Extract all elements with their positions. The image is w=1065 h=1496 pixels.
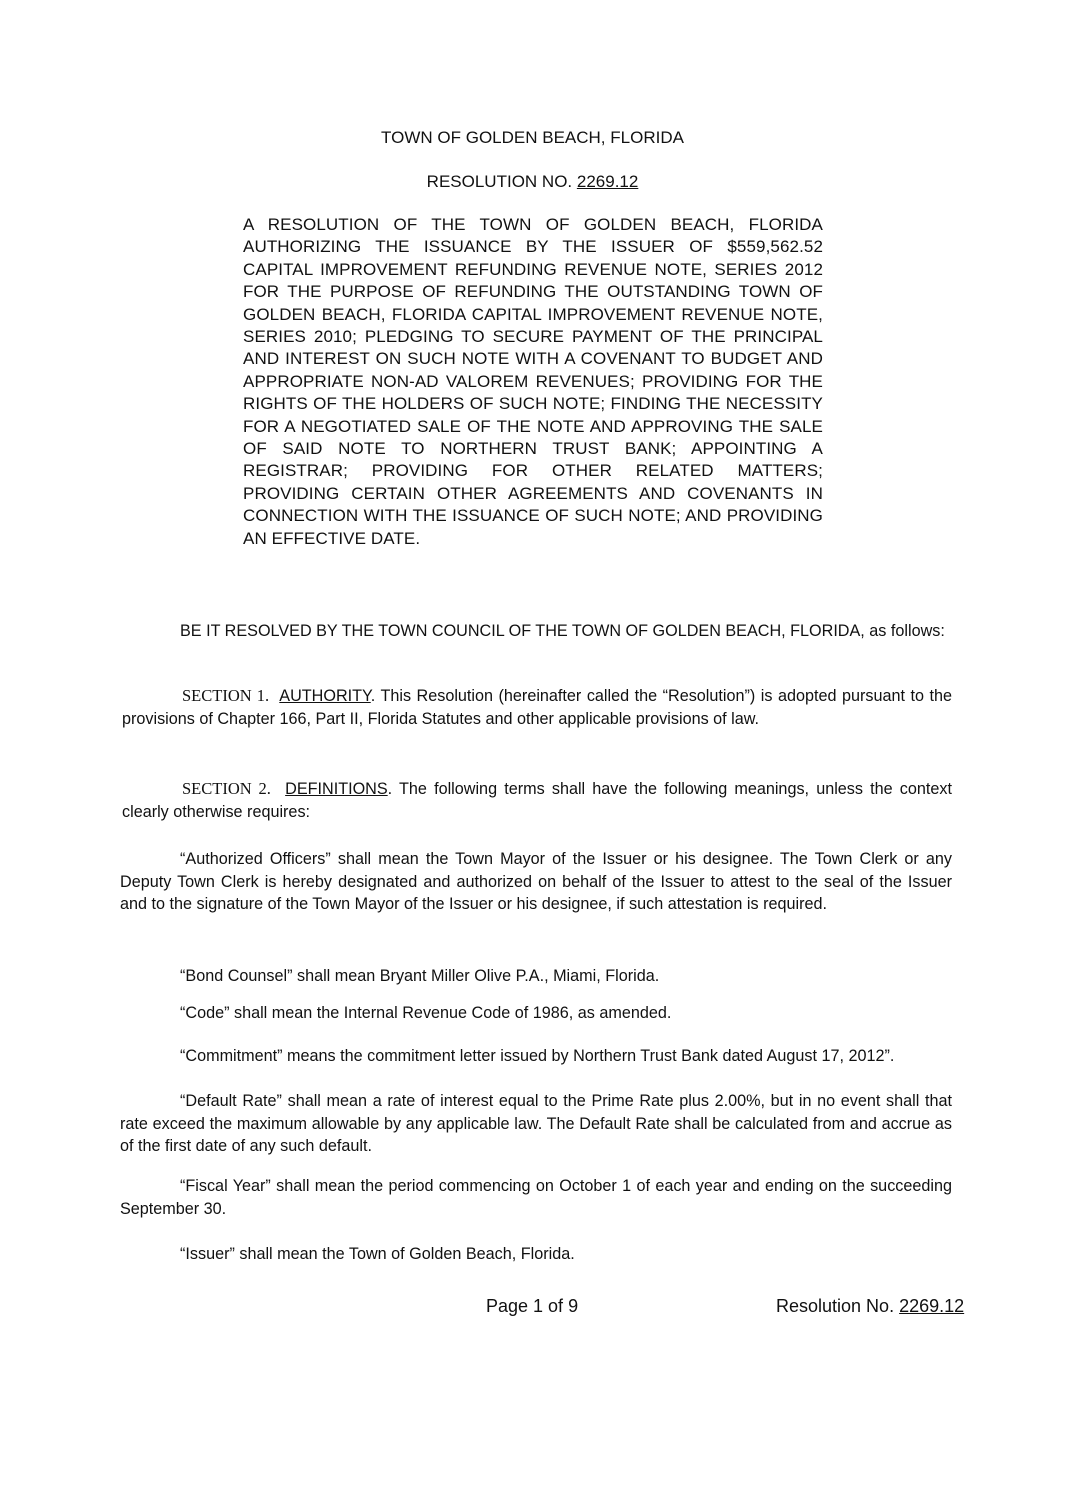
section-1-label: SECTION 1. — [182, 686, 270, 705]
definition-code: “Code” shall mean the Internal Revenue Code of 1986, as amended. — [180, 1004, 672, 1022]
footer-resolution-number: 2269.12 — [899, 1296, 965, 1316]
resolution-number-heading — [0, 172, 1065, 192]
footer-resolution-prefix: Resolution No. — [776, 1296, 895, 1316]
definition-default-rate: “Default Rate” shall mean a rate of interest equal to the Prime Rate plus 2.00%, but in no event shall that rate exceed the maximum allowable by any applicable law. The Default Rate shall be calculated from and accrue as of the first date of any such default. — [120, 1092, 952, 1155]
definition-authorized-officers: “Authorized Officers” shall mean the Town Mayor of the Issuer or his designee. The Town Clerk or any Deputy Town Clerk is hereby designated and authorized on behalf of the Issuer to attest to the seal of the Issuer and to the signature of the Town Mayor of the Issuer or his designee, if such attestation is required. — [120, 850, 952, 913]
definition-bond-counsel: “Bond Counsel” shall mean Bryant Miller Olive P.A., Miami, Florida. — [180, 967, 660, 985]
document-title: TOWN OF GOLDEN BEACH, FLORIDA — [381, 128, 684, 147]
resolution-number: 2269.12 — [576, 172, 639, 191]
resolution-caption: A RESOLUTION OF THE TOWN OF GOLDEN BEACH, FLORIDA AUTHORIZING THE ISSUANCE BY THE ISSUER OF $559,562.52 CAPITAL IMPROVEMENT REFUNDING REVENUE NOTE, SERIES 2012 FOR THE PURPOSE OF REFUNDING THE OUTSTANDING TOWN OF GOLDEN BEACH, FLORIDA CAPITAL IMPROVEMENT REVENUE NOTE, SERIES 2010; PLEDGING TO SECURE PAYMENT OF THE PRINCIPAL AND INTEREST ON SUCH NOTE WITH A COVENANT TO BUDGET AND APPROPRIATE NON-AD VALOREM REVENUES; PROVIDING FOR THE RIGHTS OF THE HOLDERS OF SUCH NOTE; FINDING THE NECESSITY FOR A NEGOTIATED SALE OF THE NOTE AND APPROVING THE SALE OF SAID NOTE TO NORTHERN TRUST BANK; APPOINTING A REGISTRAR; PROVIDING FOR OTHER RELATED MATTERS; PROVIDING CERTAIN OTHER AGREEMENTS AND COVENANTS IN CONNECTION WITH THE ISSUANCE OF SUCH NOTE; AND PROVIDING AN EFFECTIVE DATE. — [243, 215, 823, 548]
section-2-text: . The following terms shall have the following meanings, unless the context clearly otherwise requires: — [122, 780, 952, 821]
section-2-label: SECTION 2. — [182, 779, 271, 798]
page-number: Page 1 of 9 — [486, 1296, 579, 1316]
definition-fiscal-year: “Fiscal Year” shall mean the period commencing on October 1 of each year and ending on the succeeding September 30. — [120, 1177, 952, 1218]
section-2 — [122, 778, 952, 823]
definition-commitment: “Commitment” means the commitment letter issued by Northern Trust Bank dated August 17, 2012”. — [180, 1047, 895, 1065]
footer-resolution — [776, 1296, 964, 1317]
preamble: BE IT RESOLVED BY THE TOWN COUNCIL OF THE TOWN OF GOLDEN BEACH, FLORIDA, as follows: — [180, 622, 945, 640]
definition-issuer: “Issuer” shall mean the Town of Golden Beach, Florida. — [180, 1245, 575, 1263]
section-2-heading: DEFINITIONS — [285, 780, 388, 798]
section-1 — [122, 685, 952, 730]
resolution-prefix: RESOLUTION NO. — [426, 172, 573, 191]
section-1-heading: AUTHORITY — [279, 687, 371, 705]
section-1-text: . This Resolution (hereinafter called the “Resolution”) is adopted pursuant to the provisions of Chapter 166, Part II, Florida Statutes and other applicable provisions of law. — [122, 687, 952, 728]
